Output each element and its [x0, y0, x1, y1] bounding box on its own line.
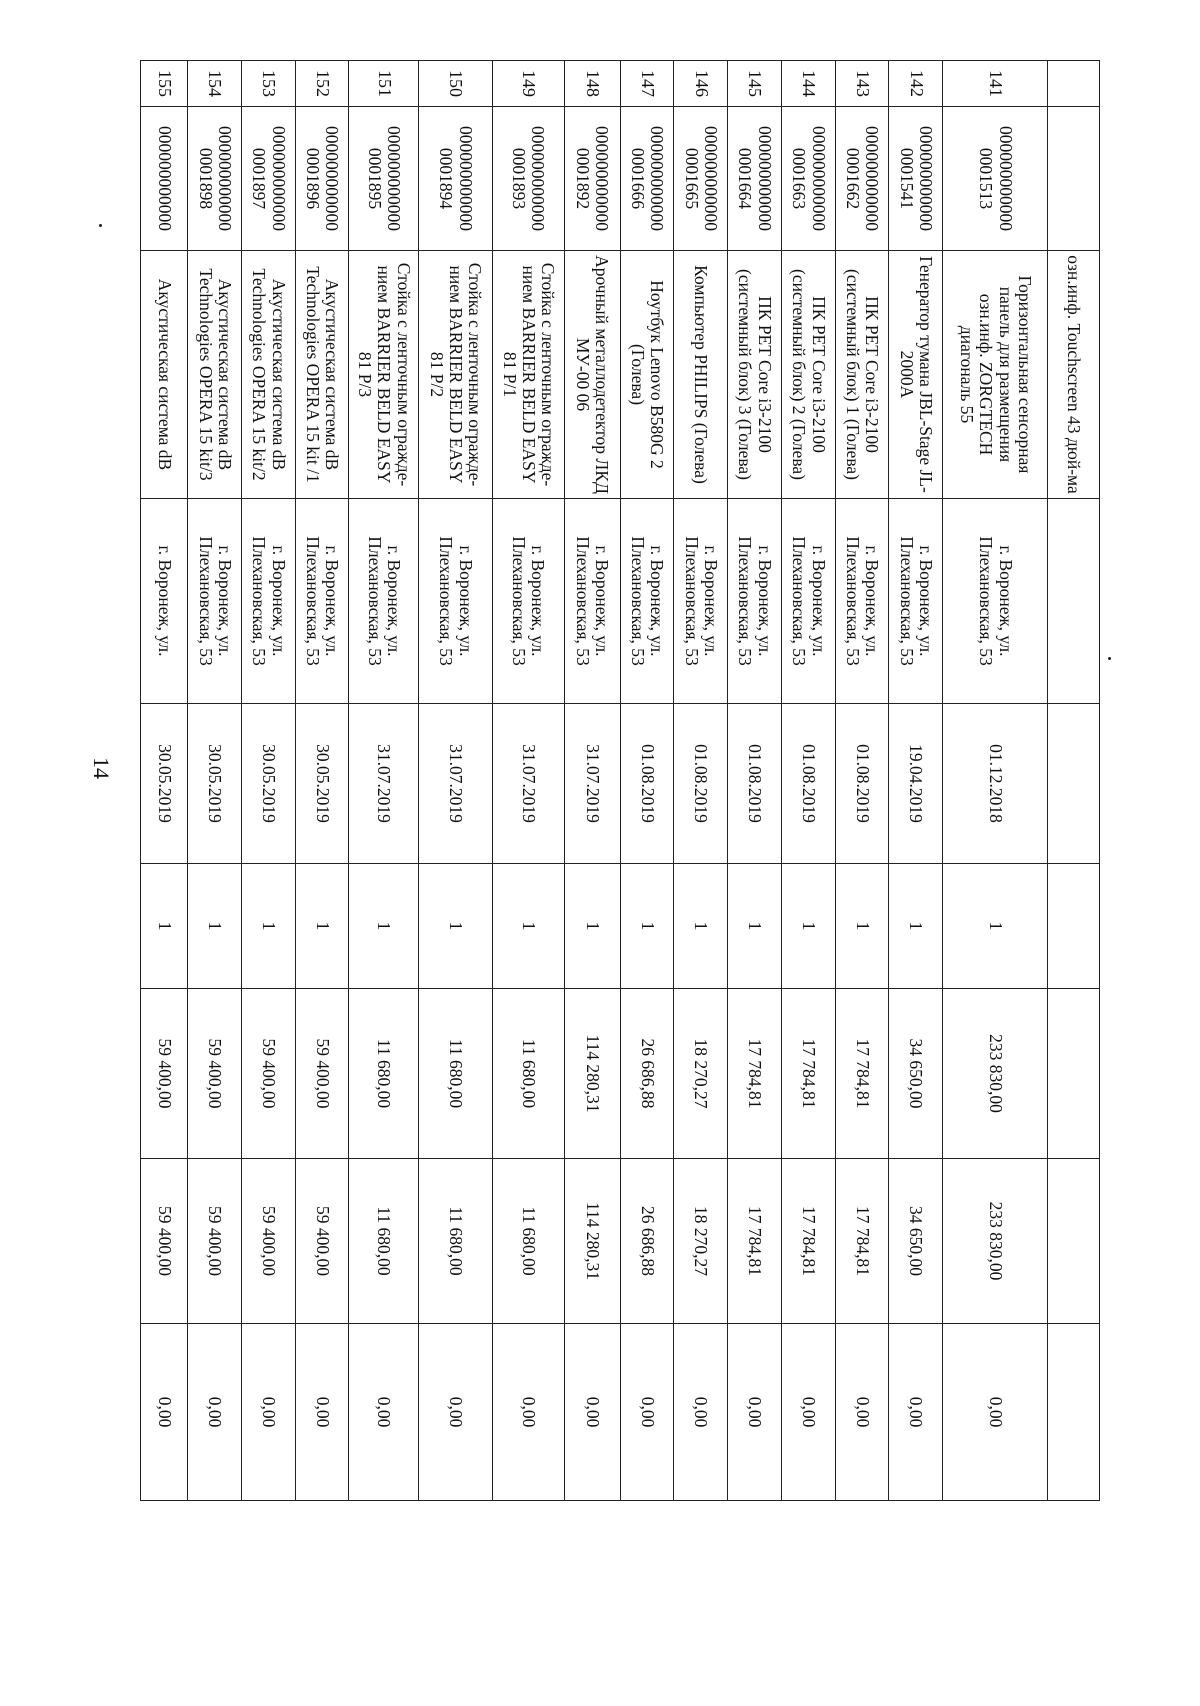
- cell-quantity: 1: [188, 864, 242, 989]
- cell-residual: 0,00: [728, 1324, 782, 1501]
- cell-inventory-number: 000000000000 0001896: [295, 107, 349, 251]
- cell-address: г. Воронеж, ул. Плехановская, 53: [564, 499, 620, 704]
- cell-date: 31.07.2019: [564, 704, 620, 864]
- cell-depreciation: 59 400,00: [141, 1159, 188, 1324]
- table-row: [188, 61, 242, 1501]
- cell-cost: [1048, 989, 1100, 1159]
- cell-address: г. Воронеж, ул. Плехановская, 53: [295, 499, 349, 704]
- table-body: [141, 61, 1100, 1501]
- table-row: [674, 61, 728, 1501]
- cell-address: г. Воронеж, ул. Плехановская, 53: [620, 499, 674, 704]
- cell-quantity: 1: [492, 864, 564, 989]
- cell-num: 149: [492, 61, 564, 107]
- cell-num: 147: [620, 61, 674, 107]
- cell-quantity: 1: [835, 864, 889, 989]
- cell-inventory-number: 000000000000 0001666: [620, 107, 674, 251]
- table-row: [889, 61, 943, 1501]
- table-container: [140, 60, 1100, 1500]
- table-row: [349, 61, 418, 1501]
- cell-num: 152: [295, 61, 349, 107]
- cell-residual: 0,00: [889, 1324, 943, 1501]
- cell-cost: 11 680,00: [492, 989, 564, 1159]
- cell-cost: 59 400,00: [295, 989, 349, 1159]
- cell-asset-name: ПК PET Core i3-2100 (системный блок) 3 (Голева): [728, 251, 782, 499]
- cell-residual: 0,00: [781, 1324, 835, 1501]
- cell-address: г. Воронеж, ул. Плехановская, 53: [241, 499, 295, 704]
- cell-quantity: 1: [674, 864, 728, 989]
- cell-inventory-number: 000000000000 0001665: [674, 107, 728, 251]
- cell-depreciation: 59 400,00: [241, 1159, 295, 1324]
- cell-num: 154: [188, 61, 242, 107]
- cell-inventory-number: 000000000000 0001898: [188, 107, 242, 251]
- table-row-continued: [1048, 61, 1100, 1501]
- cell-residual: 0,00: [188, 1324, 242, 1501]
- cell-inventory-number: 000000000000 0001664: [728, 107, 782, 251]
- cell-depreciation: 11 680,00: [349, 1159, 418, 1324]
- cell-quantity: 1: [620, 864, 674, 989]
- cell-depreciation: 17 784,81: [728, 1159, 782, 1324]
- cell-num: 146: [674, 61, 728, 107]
- cell-depreciation: 34 650,00: [889, 1159, 943, 1324]
- asset-table: [140, 60, 1100, 1501]
- cell-residual: 0,00: [241, 1324, 295, 1501]
- table-row: [418, 61, 492, 1501]
- table-row: [492, 61, 564, 1501]
- cell-quantity: 1: [241, 864, 295, 989]
- cell-cost: 17 784,81: [835, 989, 889, 1159]
- cell-cost: 17 784,81: [728, 989, 782, 1159]
- cell-address: г. Воронеж, ул. Плехановская, 53: [418, 499, 492, 704]
- cell-date: 01.08.2019: [620, 704, 674, 864]
- cell-date: 01.08.2019: [781, 704, 835, 864]
- cell-cost: 17 784,81: [781, 989, 835, 1159]
- cell-quantity: 1: [349, 864, 418, 989]
- cell-cost: 26 686,88: [620, 989, 674, 1159]
- cell-inventory-number: 000000000000 0001895: [349, 107, 418, 251]
- cell-quantity: 1: [564, 864, 620, 989]
- cell-date: 30.05.2019: [295, 704, 349, 864]
- cell-cost: 59 400,00: [141, 989, 188, 1159]
- cell-quantity: 1: [418, 864, 492, 989]
- cell-residual: 0,00: [295, 1324, 349, 1501]
- cell-inventory-number: 000000000000 0001662: [835, 107, 889, 251]
- cell-address: г. Воронеж, ул. Плехановская, 53: [188, 499, 242, 704]
- cell-num: 142: [889, 61, 943, 107]
- cell-inventory-number: 000000000000: [141, 107, 188, 251]
- table-row: [835, 61, 889, 1501]
- cell-address: [1048, 499, 1100, 704]
- cell-num: 151: [349, 61, 418, 107]
- cell-residual: 0,00: [943, 1324, 1048, 1501]
- cell-inventory-number: 000000000000 0001892: [564, 107, 620, 251]
- cell-inventory-number: [1048, 107, 1100, 251]
- cell-quantity: 1: [295, 864, 349, 989]
- table-row: [141, 61, 188, 1501]
- table-row: [943, 61, 1048, 1501]
- cell-cost: 59 400,00: [188, 989, 242, 1159]
- cell-asset-name: Ноутбук Lenovo B580G 2 (Голева): [620, 251, 674, 499]
- cell-address: г. Воронеж, ул. Плехановская, 53: [349, 499, 418, 704]
- cell-depreciation: 17 784,81: [781, 1159, 835, 1324]
- cell-depreciation: 114 280,31: [564, 1159, 620, 1324]
- cell-date: [1048, 704, 1100, 864]
- cell-cost: 59 400,00: [241, 989, 295, 1159]
- cell-date: 30.05.2019: [141, 704, 188, 864]
- cell-address: г. Воронеж, ул.: [141, 499, 188, 704]
- cell-depreciation: 11 680,00: [418, 1159, 492, 1324]
- cell-quantity: [1048, 864, 1100, 989]
- cell-asset-name: Акустическая система dB Technologies OPERA 15 kit/3: [188, 251, 242, 499]
- cell-quantity: 1: [141, 864, 188, 989]
- cell-depreciation: 59 400,00: [295, 1159, 349, 1324]
- cell-quantity: 1: [889, 864, 943, 989]
- cell-asset-name: Компьютер PHILIPS (Голева): [674, 251, 728, 499]
- cell-depreciation: 18 270,27: [674, 1159, 728, 1324]
- cell-residual: [1048, 1324, 1100, 1501]
- cell-asset-name: Акустическая система dB Technologies OPERA 15 kit /1: [295, 251, 349, 499]
- cell-asset-name: Генератор тумана JBL-Stage JL-2000A: [889, 251, 943, 499]
- table-row: [620, 61, 674, 1501]
- cell-num: [1048, 61, 1100, 107]
- cell-asset-name: озн.инф. Touchscreen 43 дюй-ма: [1048, 251, 1100, 499]
- cell-residual: 0,00: [564, 1324, 620, 1501]
- cell-date: 19.04.2019: [889, 704, 943, 864]
- cell-num: 153: [241, 61, 295, 107]
- table-row: [728, 61, 782, 1501]
- cell-inventory-number: 000000000000 0001897: [241, 107, 295, 251]
- cell-quantity: 1: [943, 864, 1048, 989]
- cell-address: г. Воронеж, ул. Плехановская, 53: [943, 499, 1048, 704]
- cell-cost: 114 280,31: [564, 989, 620, 1159]
- cell-cost: 233 830,00: [943, 989, 1048, 1159]
- cell-date: 30.05.2019: [188, 704, 242, 864]
- cell-inventory-number: 000000000000 0001894: [418, 107, 492, 251]
- cell-asset-name: Стойка с ленточным огражде-нием BARRIER BELD EASY 81 P/1: [492, 251, 564, 499]
- cell-depreciation: 59 400,00: [188, 1159, 242, 1324]
- cell-depreciation: 233 830,00: [943, 1159, 1048, 1324]
- cell-date: 31.07.2019: [418, 704, 492, 864]
- scan-dot: [99, 224, 102, 227]
- cell-residual: 0,00: [492, 1324, 564, 1501]
- cell-num: 148: [564, 61, 620, 107]
- scan-dot: [1108, 657, 1111, 660]
- cell-address: г. Воронеж, ул. Плехановская, 53: [781, 499, 835, 704]
- cell-quantity: 1: [728, 864, 782, 989]
- cell-date: 01.12.2018: [943, 704, 1048, 864]
- cell-num: 144: [781, 61, 835, 107]
- cell-inventory-number: 000000000000 0001541: [889, 107, 943, 251]
- cell-address: г. Воронеж, ул. Плехановская, 53: [728, 499, 782, 704]
- cell-asset-name: Арочный металлодетектор ЛКД МУ-00 06: [564, 251, 620, 499]
- cell-asset-name: Акустическая система dB Technologies OPERA 15 kit/2: [241, 251, 295, 499]
- cell-residual: 0,00: [835, 1324, 889, 1501]
- cell-num: 150: [418, 61, 492, 107]
- cell-address: г. Воронеж, ул. Плехановская, 53: [889, 499, 943, 704]
- cell-num: 141: [943, 61, 1048, 107]
- cell-cost: 11 680,00: [349, 989, 418, 1159]
- cell-depreciation: 11 680,00: [492, 1159, 564, 1324]
- cell-asset-name: Акустическая система dB: [141, 251, 188, 499]
- cell-inventory-number: 000000000000 0001893: [492, 107, 564, 251]
- cell-address: г. Воронеж, ул. Плехановская, 53: [674, 499, 728, 704]
- cell-residual: 0,00: [620, 1324, 674, 1501]
- table-row: [781, 61, 835, 1501]
- cell-residual: 0,00: [141, 1324, 188, 1501]
- page-number: 14: [89, 757, 114, 779]
- cell-depreciation: 17 784,81: [835, 1159, 889, 1324]
- cell-residual: 0,00: [674, 1324, 728, 1501]
- cell-date: 31.07.2019: [349, 704, 418, 864]
- cell-date: 01.08.2019: [728, 704, 782, 864]
- cell-date: 31.07.2019: [492, 704, 564, 864]
- cell-asset-name: Стойка с ленточным огражде-нием BARRIER BELD EASY 81 P/3: [349, 251, 418, 499]
- cell-num: 145: [728, 61, 782, 107]
- cell-asset-name: Стойка с ленточным огражде-нием BARRIER BELD EASY 81 P/2: [418, 251, 492, 499]
- cell-num: 143: [835, 61, 889, 107]
- cell-asset-name: ПК PET Core i3-2100 (системный блок) 1 (Голева): [835, 251, 889, 499]
- cell-date: 01.08.2019: [674, 704, 728, 864]
- cell-cost: 34 650,00: [889, 989, 943, 1159]
- cell-asset-name: ПК PET Core i3-2100 (системный блок) 2 (Голева): [781, 251, 835, 499]
- table-row: [564, 61, 620, 1501]
- cell-residual: 0,00: [349, 1324, 418, 1501]
- cell-depreciation: [1048, 1159, 1100, 1324]
- cell-date: 01.08.2019: [835, 704, 889, 864]
- cell-asset-name: Горизонтальная сенсорная панель для размещения озн.инф. ZORGTECH диагональ 55: [943, 251, 1048, 499]
- cell-address: г. Воронеж, ул. Плехановская, 53: [492, 499, 564, 704]
- cell-quantity: 1: [781, 864, 835, 989]
- cell-inventory-number: 000000000000 0001513: [943, 107, 1048, 251]
- cell-date: 30.05.2019: [241, 704, 295, 864]
- cell-num: 155: [141, 61, 188, 107]
- cell-inventory-number: 000000000000 0001663: [781, 107, 835, 251]
- cell-cost: 11 680,00: [418, 989, 492, 1159]
- table-row: [295, 61, 349, 1501]
- table-row: [241, 61, 295, 1501]
- cell-depreciation: 26 686,88: [620, 1159, 674, 1324]
- cell-cost: 18 270,27: [674, 989, 728, 1159]
- cell-residual: 0,00: [418, 1324, 492, 1501]
- cell-address: г. Воронеж, ул. Плехановская, 53: [835, 499, 889, 704]
